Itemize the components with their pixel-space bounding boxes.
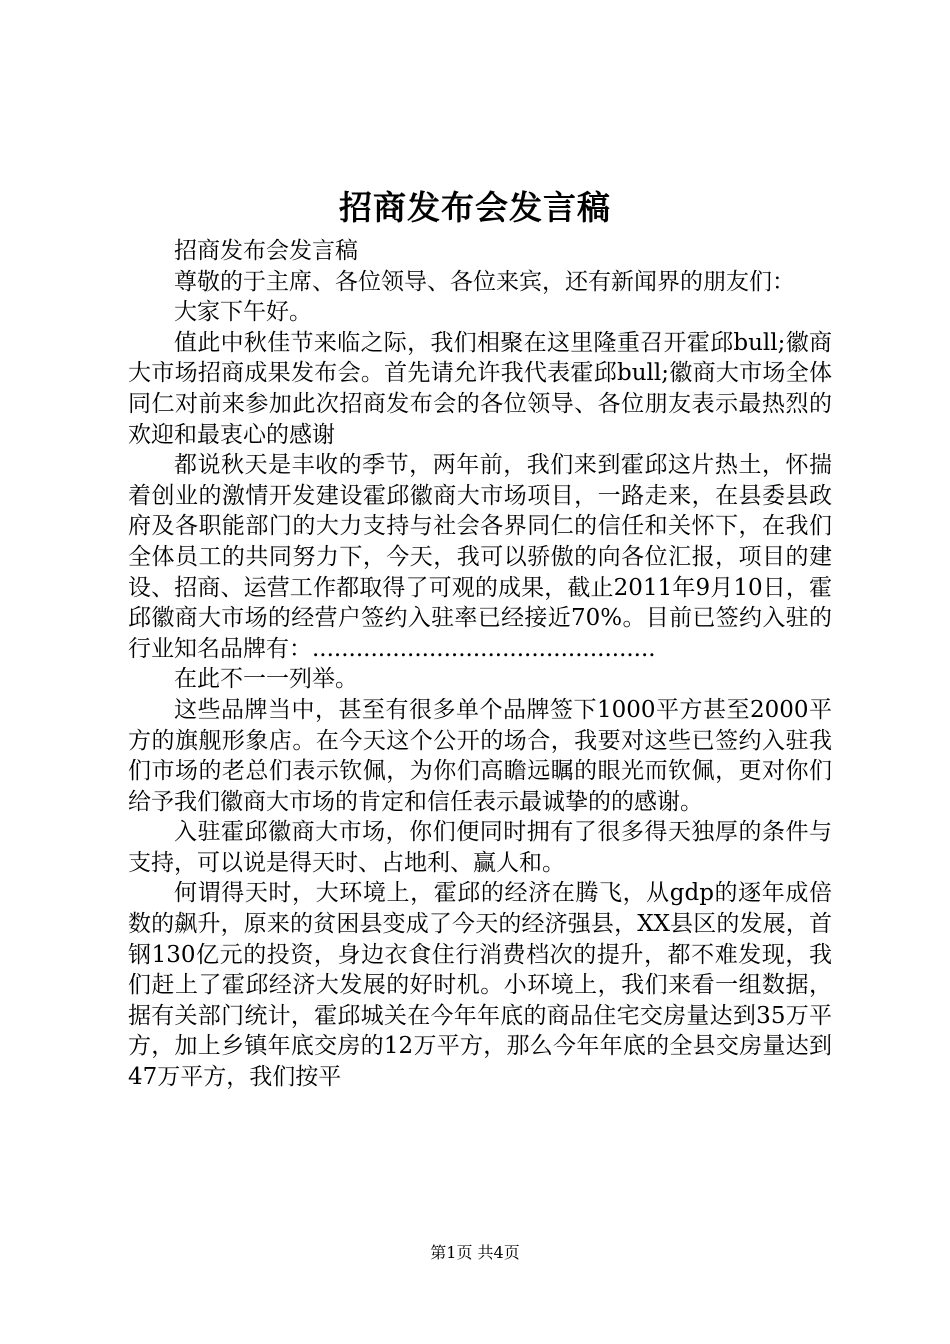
paragraph: 都说秋天是丰收的季节，两年前，我们来到霍邱这片热土，怀揣着创业的激情开发建设霍邱徽商大市场项目，一路走来，在县委县政府及各职能部门的大力支持与社会各界同仁的信任和关怀下，在我们全体员工的共同努力下，今天，我可以骄傲的向各位汇报，项目的建设、招商、运营工作都取得了可观的成果，截止2011年9月10日，霍邱徽商大市场的经营户签约入驻率已经接近70%。目前已签约入驻的行业知名品牌有：............................................... [128,452,832,662]
paragraph: 值此中秋佳节来临之际，我们相聚在这里隆重召开霍邱bull;徽商大市场招商成果发布会。首先请允许我代表霍邱bull;徽商大市场全体同仁对前来参加此次招商发布会的各位领导、各位朋友表示最热烈的欢迎和最衷心的感谢 [128,329,832,448]
paragraph: 入驻霍邱徽商大市场，你们便同时拥有了很多得天独厚的条件与支持，可以说是得天时、占地利、赢人和。 [128,819,832,876]
paragraph: 在此不一一列举。 [174,666,358,693]
paragraph: 尊敬的于主席、各位领导、各位来宾，还有新闻界的朋友们： [174,268,795,295]
paragraph: 这些品牌当中，甚至有很多单个品牌签下1000平方甚至2000平方的旗舰形象店。在今天这个公开的场合，我要对这些已签约入驻我们市场的老总们表示钦佩，为你们高瞻远瞩的眼光而钦佩，更对你们给予我们徽商大市场的肯定和信任表示最诚挚的的感谢。 [128,696,832,815]
paragraph: 大家下午好。 [174,299,312,326]
page-footer: 第1页 共4页 [430,1243,520,1262]
document-title: 招商发布会发言稿 [339,188,611,227]
document-body [128,236,832,1093]
paragraph: 招商发布会发言稿 [174,238,358,264]
paragraph: 何谓得天时，大环境上，霍邱的经济在腾飞，从gdp的逐年成倍数的飙升，原来的贫困县变成了今天的经济强县，XX县区的发展，首钢130亿元的投资，身边衣食住行消费档次的提升，都不难发现，我们赶上了霍邱经济大发展的好时机。小环境上，我们来看一组数据，据有关部门统计，霍邱城关在今年年底的商品住宅交房量达到35万平方，加上乡镇年底交房的12万平方，那么今年年底的全县交房量达到47万平方，我们按平 [128,880,832,1091]
